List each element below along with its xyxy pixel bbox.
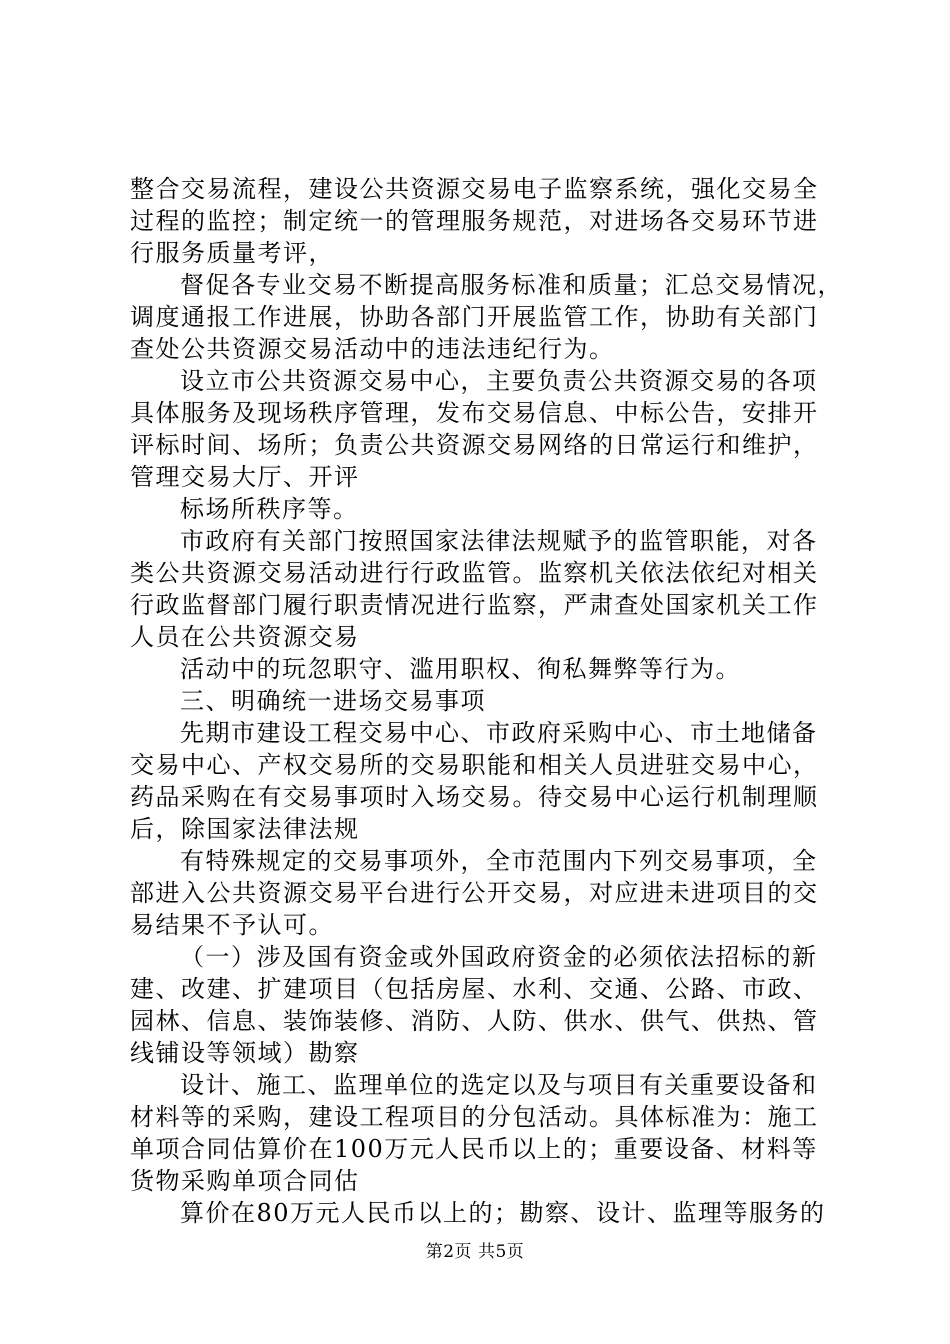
text-line: 园林、信息、装饰装修、消防、人防、供水、供气、供热、管: [130, 1007, 819, 1035]
text-line: 整合交易流程，建设公共资源交易电子监察系统，强化交易全: [130, 175, 819, 203]
text-line: 设计、施工、监理单位的选定以及与项目有关重要设备和: [180, 1071, 818, 1099]
text-line: 行政监督部门履行职责情况进行监察，严肃查处国家机关工作: [130, 591, 819, 619]
text-line: 单项合同估算价在100万元人民币以上的；重要设备、材料等: [130, 1135, 818, 1163]
text-line: 部进入公共资源交易平台进行公开交易，对应进未进项目的交: [130, 879, 819, 907]
text-line: 交易中心、产权交易所的交易职能和相关人员进驻交易中心，: [130, 751, 819, 779]
text-line: 有特殊规定的交易事项外，全市范围内下列交易事项，全: [180, 847, 818, 875]
text-line: 调度通报工作进展，协助各部门开展监管工作，协助有关部门: [130, 303, 819, 331]
text-line: 算价在80万元人民币以上的；勘察、设计、监理等服务的: [180, 1199, 826, 1227]
text-line: 标场所秩序等。: [180, 495, 359, 523]
text-line: 管理交易大厅、开评: [130, 463, 360, 491]
text-line: 货物采购单项合同估: [130, 1167, 360, 1195]
text-line: 材料等的采购，建设工程项目的分包活动。具体标准为：施工: [130, 1103, 819, 1131]
text-line: （一）涉及国有资金或外国政府资金的必须依法招标的新: [180, 943, 818, 971]
text-line: 类公共资源交易活动进行行政监管。监察机关依法依纪对相关: [130, 559, 819, 587]
text-line: 评标时间、场所；负责公共资源交易网络的日常运行和维护，: [130, 431, 819, 459]
text-line: 具体服务及现场秩序管理，发布交易信息、中标公告，安排开: [130, 399, 819, 427]
text-line: 三、明确统一进场交易事项: [180, 687, 486, 715]
text-line: 行服务质量考评，: [130, 239, 334, 267]
text-line: 督促各专业交易不断提高服务标准和质量；汇总交易情况，: [180, 271, 843, 299]
text-line: 建、改建、扩建项目（包括房屋、水利、交通、公路、市政、: [130, 975, 819, 1003]
text-line: 市政府有关部门按照国家法律法规赋予的监管职能，对各: [180, 527, 818, 555]
text-line: 设立市公共资源交易中心，主要负责公共资源交易的各项: [180, 367, 818, 395]
page-footer: 第2页 共5页: [425, 1242, 525, 1262]
text-line: 药品采购在有交易事项时入场交易。待交易中心运行机制理顺: [130, 783, 819, 811]
text-line: 人员在公共资源交易: [130, 623, 360, 651]
text-line: 过程的监控；制定统一的管理服务规范，对进场各交易环节进: [130, 207, 819, 235]
text-line: 线铺设等领域）勘察: [130, 1039, 360, 1067]
text-line: 查处公共资源交易活动中的违法违纪行为。: [130, 335, 615, 363]
text-line: 活动中的玩忽职守、滥用职权、徇私舞弊等行为。: [180, 655, 741, 683]
text-line: 先期市建设工程交易中心、市政府采购中心、市土地储备: [180, 719, 818, 747]
text-line: 后，除国家法律法规: [130, 815, 360, 843]
text-line: 易结果不予认可。: [130, 911, 334, 939]
document-body: [130, 173, 843, 1229]
